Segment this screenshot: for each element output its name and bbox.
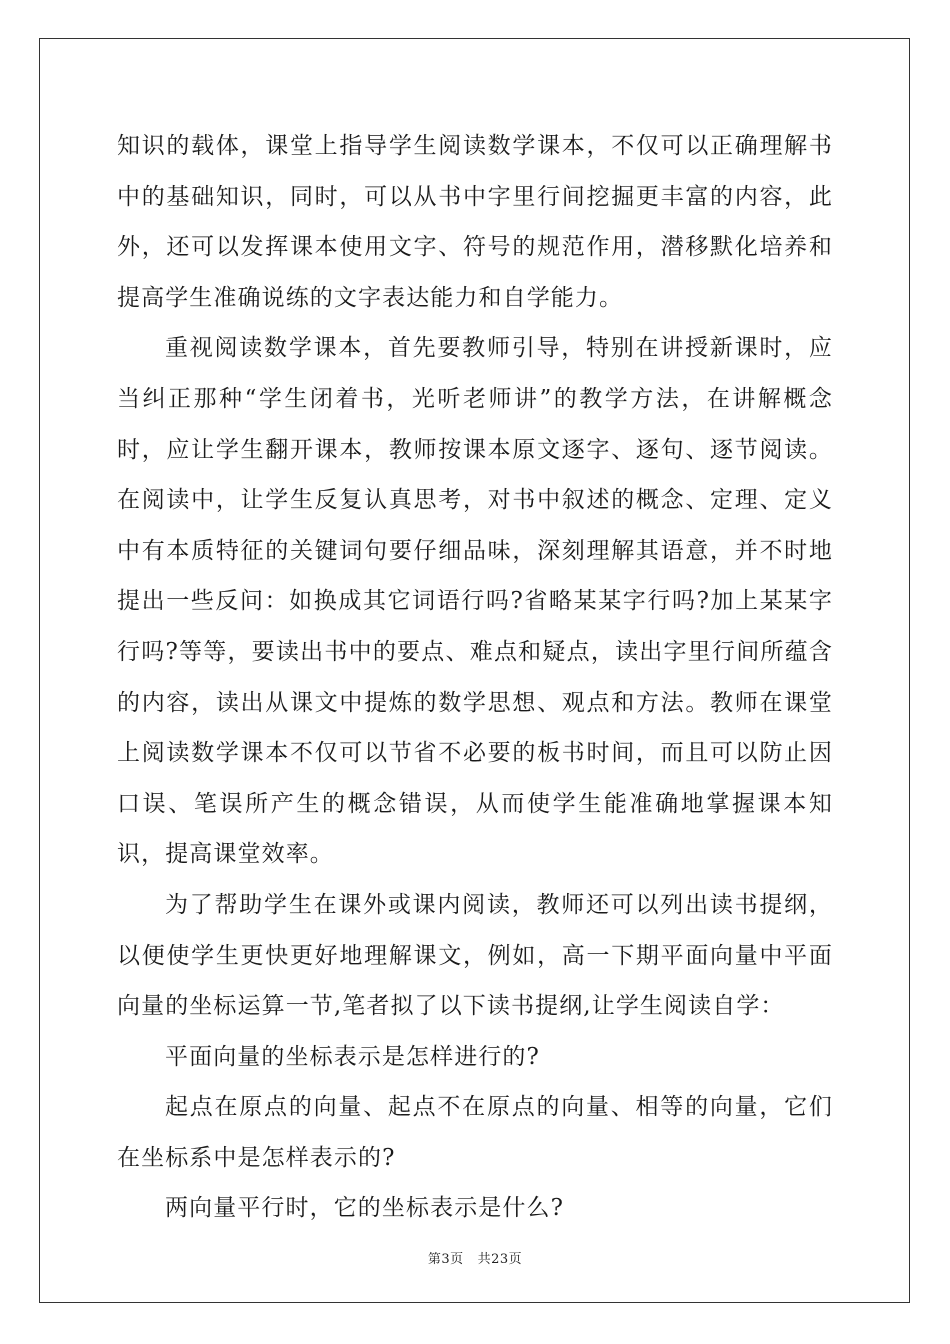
- paragraph: 重视阅读数学课本，首先要教师引导，特别在讲授新课时，应当纠正那种“学生闭着书，光听老师讲”的教学方法，在讲解概念时，应让学生翻开课本，教师按课本原文逐字、逐句、逐节阅读。在阅读中，让学生反复认真思考，对书中叙述的概念、定理、定义中有本质特征的关键词句要仔细品味，深刻理解其语意，并不时地提出一些反问：如换成其它词语行吗?省略某某字行吗?加上某某字行吗?等等，要读出书中的要点、难点和疑点，读出字里行间所蕴含的内容，读出从课文中提炼的数学思想、观点和方法。教师在课堂上阅读数学课本不仅可以节省不必要的板书时间，而且可以防止因口误、笔误所产生的概念错误，从而使学生能准确地掌握课本知识，提高课堂效率。: [117, 335, 833, 868]
- outline-question: 平面向量的坐标表示是怎样进行的?: [165, 1043, 540, 1070]
- paragraph-continuation: 知识的载体，课堂上指导学生阅读数学课本，不仅可以正确理解书中的基础知识，同时，可以从书中字里行间挖掘更丰富的内容，此外，还可以发挥课本使用文字、符号的规范作用，潜移默化培养和提高学生准确说练的文字表达能力和自学能力。: [117, 133, 833, 311]
- outline-question: 起点在原点的向量、起点不在原点的向量、相等的向量，它们在坐标系中是怎样表示的?: [117, 1094, 833, 1171]
- outline-question: 两向量平行时，它的坐标表示是什么?: [165, 1195, 565, 1222]
- document-body: [117, 121, 833, 1234]
- page-total: 共23页: [477, 1252, 523, 1267]
- paragraph: 为了帮助学生在课外或课内阅读，教师还可以列出读书提纲，以便使学生更快更好地理解课文，例如，高一下期平面向量中平面向量的坐标运算一节,笔者拟了以下读书提纲,让学生阅读自学：: [117, 891, 833, 1020]
- page-number: 第3页: [427, 1252, 464, 1267]
- page-footer: [0, 1248, 950, 1267]
